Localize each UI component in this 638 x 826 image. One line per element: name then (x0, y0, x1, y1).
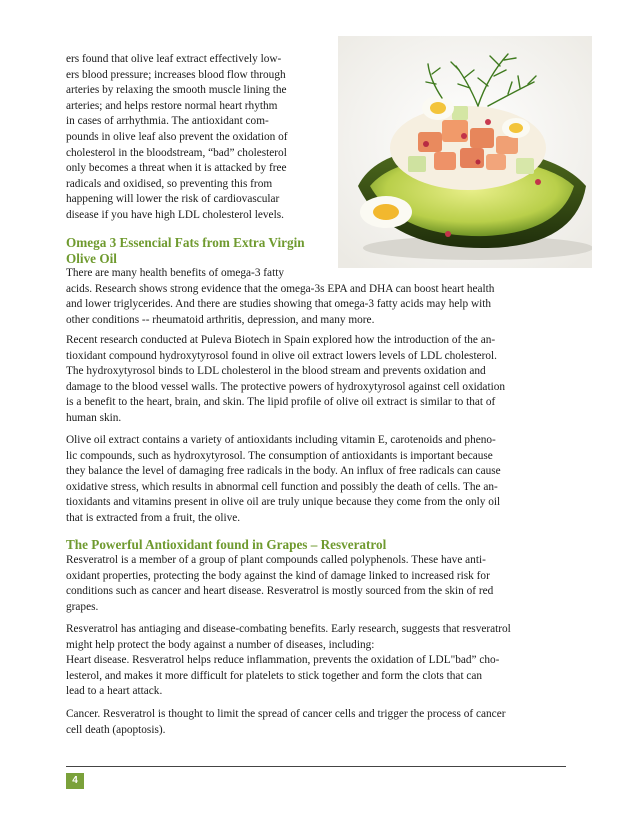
heading-line: Omega 3 Essencial Fats from Extra Virgin (66, 235, 305, 250)
text-line: conditions such as cancer and heart disease. Resveratrol is mostly sourced from the skin of red (66, 585, 494, 598)
text-line: they balance the level of damaging free radicals in the body. An influx of free radicals can cause (66, 465, 501, 478)
text-line: ers found that olive leaf extract effectively low- (66, 53, 282, 65)
text-line: Cancer. Resveratrol is thought to limit the spread of cancer cells and trigger the process of cancer (66, 708, 506, 720)
text-line: and lower triglycerides. And there are studies showing that omega-3 fatty acids may help with (66, 298, 492, 311)
text-line: damage to the blood vessel walls. The protective powers of hydroxytyrosol against cell oxidation (66, 380, 506, 393)
text-line: that is extracted from a fruit, the olive. (66, 511, 241, 524)
text-line: cholesterol in the bloodstream, “bad” cholesterol (66, 146, 287, 159)
omega-paragraph-3 (66, 433, 501, 527)
text-line: in cases of arrhythmia. The antioxidant com- (66, 115, 269, 128)
avocado-salmon-salad-photo (338, 36, 592, 268)
text-line: lead to a heart attack. (66, 685, 163, 698)
text-line: grapes. (66, 600, 99, 613)
text-line: pounds in olive leaf also prevent the oxidation of (66, 130, 288, 143)
text-line: oxidant properties, protecting the body against the kind of damage linked to increased risk for (66, 569, 490, 582)
text-line: lesterol, and makes it more difficult for platelets to stick together and form the clots that can (66, 669, 483, 682)
text-line: only becomes a threat when it is attacked by free (66, 162, 287, 175)
section-heading-omega-3 (66, 235, 305, 266)
page-number-badge: 4 (66, 773, 84, 789)
text-line: might help protect the body against a number of diseases, including: (66, 638, 375, 651)
footer-divider (66, 766, 566, 767)
text-line: ers blood pressure; increases blood flow through (66, 68, 286, 81)
resveratrol-paragraph-1 (66, 553, 493, 615)
heading-line: Olive Oil (66, 250, 117, 266)
text-line: other conditions -- rheumatoid arthritis, depression, and many more. (66, 313, 375, 326)
text-line: arteries; and helps restore normal heart rhythm (66, 99, 278, 112)
text-line: Resveratrol has antiaging and disease-combating benefits. Early research, suggests that resveratrol (66, 623, 511, 635)
omega-paragraph-2 (66, 333, 505, 427)
text-line: human skin. (66, 411, 122, 424)
intro-paragraph (66, 52, 288, 224)
resveratrol-paragraph-3 (66, 707, 505, 738)
text-line: Resveratrol is a member of a group of plant compounds called polyphenols. These have anti- (66, 554, 486, 566)
text-line: cell death (apoptosis). (66, 723, 166, 736)
omega-paragraph-1 (66, 266, 494, 328)
text-line: acids. Research shows strong evidence that the omega-3s EPA and DHA can boost heart health (66, 282, 495, 295)
text-line: radicals and oxidised, so preventing this from (66, 177, 273, 190)
text-line: is a benefit to the heart, brain, and skin. The lipid profile of olive oil extract is similar to that of (66, 396, 496, 409)
section-heading-resveratrol (66, 537, 386, 553)
text-line: Olive oil extract contains a variety of antioxidants including vitamin E, carotenoids and pheno- (66, 434, 496, 446)
text-line: There are many health benefits of omega-3 fatty (66, 267, 284, 279)
resveratrol-paragraph-2 (66, 622, 511, 700)
text-line: oxidative stress, which results in abnormal cell function and possibly the death of cells. The an- (66, 480, 498, 493)
text-line: Heart disease. Resveratrol helps reduce inflammation, prevents the oxidation of LDL"bad” cho- (66, 654, 500, 667)
text-line: tioxidants and vitamins present in olive oil are truly unique because they come from the only oil (66, 496, 501, 509)
heading-line: The Powerful Antioxidant found in Grapes – Resveratrol (66, 537, 387, 552)
text-line: arteries by relaxing the smooth muscle lining the (66, 84, 287, 97)
text-line: happening will lower the risk of cardiovascular (66, 193, 280, 206)
text-line: Recent research conducted at Puleva Biotech in Spain explored how the introduction of the an- (66, 334, 496, 346)
text-line: lic compounds, such as hydroxytyrosol. The consumption of antioxidants is important because (66, 449, 493, 462)
text-line: The hydroxytyrosol binds to LDL cholesterol in the blood stream and prevents oxidation and (66, 365, 486, 378)
text-line: tioxidant compound hydroxytyrosol found in olive oil extract lowers levels of LDL cholesterol. (66, 349, 497, 362)
text-line: disease if you have high LDL cholesterol levels. (66, 208, 284, 221)
